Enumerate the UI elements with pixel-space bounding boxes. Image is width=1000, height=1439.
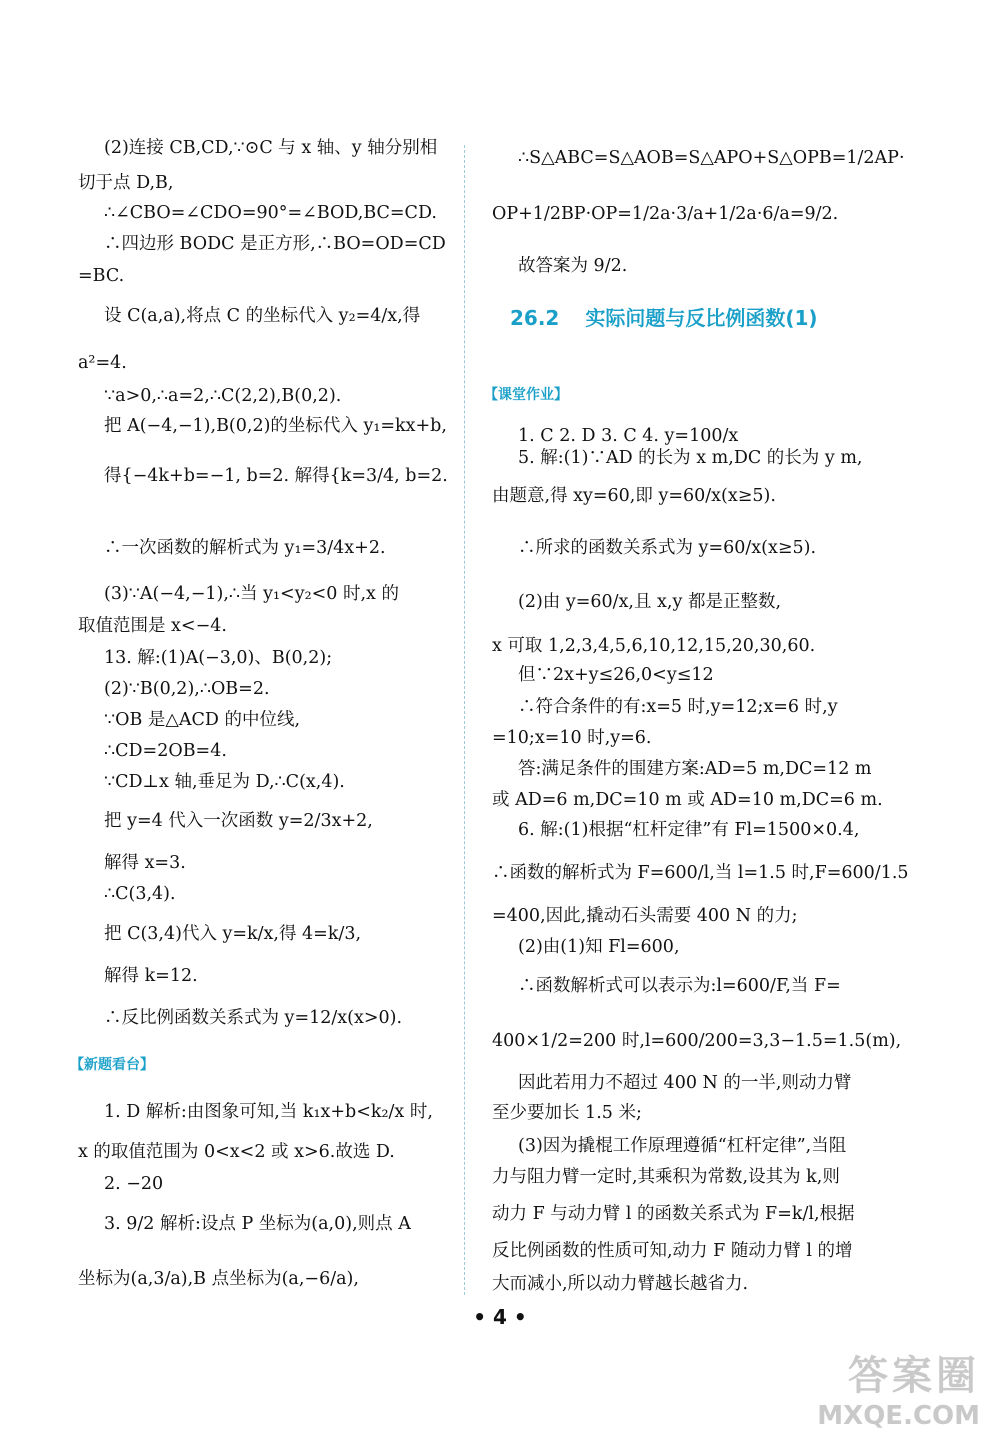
text-line: ∴∠CBO=∠CDO=90°=∠BOD,BC=CD. — [104, 203, 437, 223]
text-line: ∴S△ABC=S△AOB=S△APO+S△OPB=1/2AP· — [518, 148, 905, 168]
text-line: =400,因此,撬动石头需要 400 N 的力; — [492, 906, 798, 926]
text-line: 400×1/2=200 时,l=600/200=3,3−1.5=1.5(m), — [492, 1031, 902, 1051]
text-line: 故答案为 9/2. — [518, 256, 628, 276]
text-line: =10;x=10 时,y=6. — [492, 728, 652, 748]
text-line: 力与阻力臂一定时,其乘积为常数,设其为 k,则 — [492, 1167, 840, 1187]
text-line: ∴一次函数的解析式为 y₁=3/4x+2. — [104, 538, 386, 558]
text-line: (2)由(1)知 Fl=600, — [518, 937, 680, 957]
text-line: ∴CD=2OB=4. — [104, 741, 227, 761]
text-line: 因此若用力不超过 400 N 的一半,则动力臂 — [518, 1073, 852, 1093]
text-line: 坐标为(a,3/a),B 点坐标为(a,−6/a), — [78, 1269, 359, 1289]
text-line: 答:满足条件的围建方案:AD=5 m,DC=12 m — [518, 759, 872, 779]
text-line: 至少要加长 1.5 米; — [492, 1103, 642, 1123]
text-line: 1. C 2. D 3. C 4. y=100/x — [518, 426, 739, 446]
text-line: 3. 9/2 解析:设点 P 坐标为(a,0),则点 A — [104, 1214, 411, 1234]
text-line: ∴符合条件的有:x=5 时,y=12;x=6 时,y — [518, 697, 838, 717]
text-line: 解得 x=3. — [104, 853, 186, 873]
text-line: (3)∵A(−4,−1),∴当 y₁<y₂<0 时,x 的 — [104, 584, 399, 604]
text-line: 由题意,得 xy=60,即 y=60/x(x≥5). — [492, 486, 776, 506]
text-line: 反比例函数的性质可知,动力 F 随动力臂 l 的增 — [492, 1241, 853, 1261]
column-divider — [464, 145, 465, 1295]
text-line: 13. 解:(1)A(−3,0)、B(0,2); — [104, 648, 333, 668]
text-line: (2)连接 CB,CD,∵⊙C 与 x 轴、y 轴分别相 — [104, 138, 438, 158]
text-line: x 可取 1,2,3,4,5,6,10,12,15,20,30,60. — [492, 636, 816, 656]
text-line: 得{−4k+b=−1, b=2. 解得{k=3/4, b=2. — [104, 466, 448, 486]
text-line: ∴所求的函数关系式为 y=60/x(x≥5). — [518, 538, 817, 558]
text-line: (3)因为撬棍工作原理遵循“杠杆定律”,当阻 — [518, 1136, 847, 1156]
text-line: 1. D 解析:由图象可知,当 k₁x+b<k₂/x 时, — [104, 1102, 433, 1122]
watermark-logo — [817, 1344, 980, 1431]
text-line: 6. 解:(1)根据“杠杆定律”有 Fl=1500×0.4, — [518, 820, 860, 840]
text-line: =BC. — [78, 266, 125, 286]
text-line: 但∵2x+y≤26,0<y≤12 — [518, 665, 714, 685]
text-line: 切于点 D,B, — [78, 173, 174, 193]
text-line: ∴反比例函数关系式为 y=12/x(x>0). — [104, 1008, 403, 1028]
watermark-text: 答案圈 — [848, 1353, 980, 1399]
text-line: 大而减小,所以动力臂越长越省力. — [492, 1274, 749, 1294]
text-line: 把 y=4 代入一次函数 y=2/3x+2, — [104, 811, 373, 831]
section-tag-classwork: 【课堂作业】 — [484, 387, 568, 403]
text-line: (2)∵B(0,2),∴OB=2. — [104, 679, 270, 699]
text-line: 2. −20 — [104, 1174, 164, 1194]
text-line: 5. 解:(1)∵AD 的长为 x m,DC 的长为 y m, — [518, 448, 863, 468]
watermark-url: MXQE.COM — [817, 1401, 980, 1431]
text-line: ∵OB 是△ACD 的中位线, — [104, 710, 301, 730]
text-line: 把 C(3,4)代入 y=k/x,得 4=k/3, — [104, 924, 362, 944]
section-number: 26.2 — [510, 306, 560, 330]
text-line: ∵CD⊥x 轴,垂足为 D,∴C(x,4). — [104, 772, 345, 792]
text-line: ∵a>0,∴a=2,∴C(2,2),B(0,2). — [104, 386, 342, 406]
text-line: ∴函数的解析式为 F=600/l,当 l=1.5 时,F=600/1.5 — [492, 863, 909, 883]
text-line: a²=4. — [78, 353, 127, 373]
section-tag-new-questions: 【新题看台】 — [70, 1057, 154, 1073]
text-line: 设 C(a,a),将点 C 的坐标代入 y₂=4/x,得 — [104, 306, 421, 326]
text-line: 动力 F 与动力臂 l 的函数关系式为 F=k/l,根据 — [492, 1204, 855, 1224]
text-line: 或 AD=6 m,DC=10 m 或 AD=10 m,DC=6 m. — [492, 790, 883, 810]
text-line: x 的取值范围为 0<x<2 或 x>6.故选 D. — [78, 1142, 395, 1162]
text-line: (2)由 y=60/x,且 x,y 都是正整数, — [518, 592, 782, 612]
page-number: • 4 • — [473, 1305, 527, 1329]
text-line: 取值范围是 x<−4. — [78, 616, 227, 636]
text-line: ∴C(3,4). — [104, 884, 176, 904]
section-title: 实际问题与反比例函数(1) — [585, 306, 818, 330]
text-line: 把 A(−4,−1),B(0,2)的坐标代入 y₁=kx+b, — [104, 416, 447, 436]
text-line: OP+1/2BP·OP=1/2a·3/a+1/2a·6/a=9/2. — [492, 204, 839, 224]
text-line: 解得 k=12. — [104, 966, 198, 986]
text-line: ∴四边形 BODC 是正方形,∴BO=OD=CD — [104, 234, 446, 254]
section-heading — [510, 308, 818, 328]
text-line: ∴函数解析式可以表示为:l=600/F,当 F= — [518, 976, 841, 996]
